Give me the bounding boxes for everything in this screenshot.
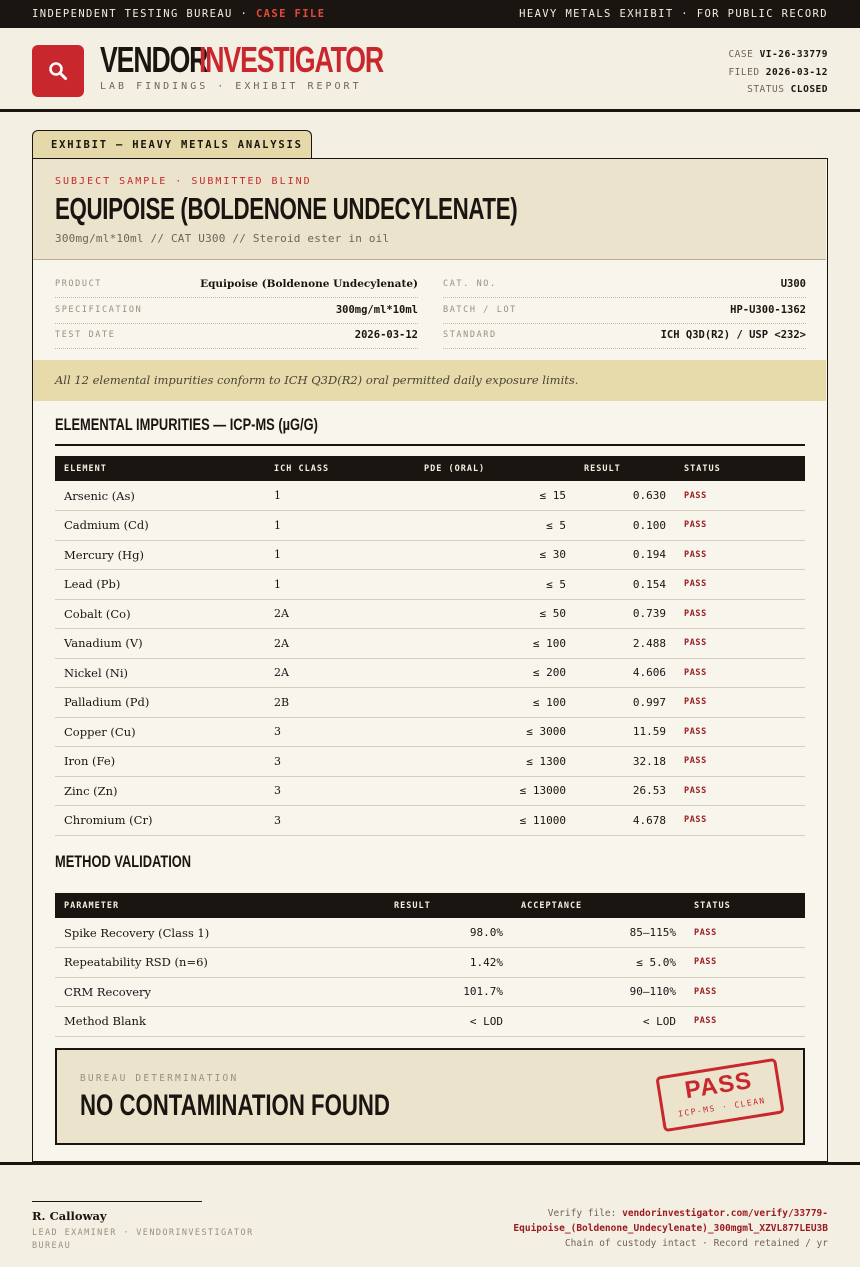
spec-value: U300: [780, 278, 806, 290]
pde-cell: ≤ 11000: [415, 806, 575, 836]
table-row: [55, 688, 805, 718]
col-header: ACCEPTANCE: [521, 900, 583, 911]
class-cell: 1: [265, 511, 415, 541]
spec-grid: [33, 260, 826, 360]
table-row: [55, 977, 805, 1007]
pde-cell: ≤ 50: [415, 599, 575, 629]
spec-batch: [443, 299, 806, 324]
class-cell: 3: [265, 776, 415, 806]
col-header: RESULT: [394, 900, 431, 911]
verify-link-cont[interactable]: Equipoise_(Boldenone_Undecylenate)_300mgml_XZVL877LEU3B: [513, 1223, 828, 1234]
stamp-main: PASS: [683, 1066, 754, 1105]
spec-value: Equipoise (Boldenone Undecylenate): [200, 278, 418, 290]
col-header: PDE (ORAL): [424, 463, 486, 474]
case-meta: [728, 46, 828, 99]
element-cell: Chromium (Cr): [55, 806, 265, 836]
determination-value: NO CONTAMINATION FOUND: [80, 1089, 390, 1122]
table-row: [55, 570, 805, 600]
case-number-row: [728, 46, 828, 64]
verify-block: [508, 1206, 828, 1251]
pde-cell: ≤ 5: [415, 570, 575, 600]
signature-line: [32, 1201, 202, 1202]
element-cell: Lead (Pb): [55, 570, 265, 600]
result-cell: 4.606: [575, 658, 675, 688]
top-bar: [0, 0, 860, 28]
status-badge: PASS: [675, 658, 805, 688]
acceptance-cell: < LOD: [512, 1007, 685, 1037]
col-header: ELEMENT: [64, 463, 107, 474]
table-header-row: [55, 456, 805, 481]
table-row: [55, 599, 805, 629]
heading-rule: [55, 444, 805, 446]
status-badge: PASS: [685, 1007, 805, 1037]
exhibit-label: HEAVY METALS EXHIBIT · FOR PUBLIC RECORD: [519, 8, 828, 20]
result-cell: 0.154: [575, 570, 675, 600]
table-row: [55, 658, 805, 688]
element-cell: Iron (Fe): [55, 747, 265, 777]
filed-label: FILED: [728, 66, 760, 78]
filed-row: [728, 64, 828, 82]
class-cell: 2A: [265, 658, 415, 688]
exhibit-panel: [32, 158, 828, 1162]
pass-stamp: [655, 1058, 784, 1132]
col-header: RESULT: [584, 463, 621, 474]
status-badge: PASS: [675, 570, 805, 600]
col-header: STATUS: [694, 900, 731, 911]
verify-line-1: [508, 1206, 828, 1221]
status-badge: PASS: [675, 747, 805, 777]
parameter-cell: Method Blank: [55, 1007, 385, 1037]
result-cell: 26.53: [575, 776, 675, 806]
result-cell: 0.194: [575, 540, 675, 570]
logo[interactable]: [32, 45, 84, 97]
pde-cell: ≤ 100: [415, 688, 575, 718]
impurities-table: [55, 456, 805, 836]
result-cell: 0.739: [575, 599, 675, 629]
result-cell: 4.678: [575, 806, 675, 836]
result-cell: 101.7%: [385, 977, 512, 1007]
magnifier-icon: [47, 60, 69, 82]
exhibit-tab[interactable]: EXHIBIT — HEAVY METALS ANALYSIS: [32, 130, 312, 159]
spec-test-date: [55, 324, 418, 349]
verify-link[interactable]: vendorinvestigator.com/verify/33779-: [622, 1208, 828, 1219]
custody-note: Chain of custody intact · Record retained / yr: [564, 1238, 828, 1249]
status-badge: PASS: [675, 481, 805, 511]
acceptance-cell: ≤ 5.0%: [512, 948, 685, 978]
subject-block: [33, 159, 826, 260]
case-file-label: CASE FILE: [255, 8, 326, 20]
spec-key: SPECIFICATION: [55, 305, 143, 315]
element-cell: Mercury (Hg): [55, 540, 265, 570]
pde-cell: ≤ 3000: [415, 717, 575, 747]
status-badge: PASS: [685, 977, 805, 1007]
verify-label: Verify file:: [547, 1208, 623, 1219]
pde-cell: ≤ 30: [415, 540, 575, 570]
class-cell: 1: [265, 570, 415, 600]
class-cell: 1: [265, 481, 415, 511]
status-badge: PASS: [685, 918, 805, 948]
page-header: [0, 28, 860, 112]
validation-body: [55, 918, 805, 1036]
status-badge: PASS: [675, 717, 805, 747]
spec-key: CAT. NO.: [443, 279, 497, 289]
class-cell: 2A: [265, 629, 415, 659]
class-cell: 2A: [265, 599, 415, 629]
col-header: ICH CLASS: [274, 463, 330, 474]
status-badge: PASS: [675, 688, 805, 718]
spec-value: HP-U300-1362: [730, 304, 806, 316]
acceptance-cell: 90–110%: [512, 977, 685, 1007]
status-badge: PASS: [675, 629, 805, 659]
class-cell: 3: [265, 747, 415, 777]
case-label: CASE: [728, 49, 754, 60]
table-row: [55, 511, 805, 541]
acceptance-cell: 85–115%: [512, 918, 685, 948]
element-cell: Copper (Cu): [55, 717, 265, 747]
class-cell: 3: [265, 717, 415, 747]
table-row: [55, 1007, 805, 1037]
spec-key: TEST DATE: [55, 330, 116, 340]
spec-value: ICH Q3D(R2) / USP <232>: [660, 329, 806, 341]
sample-title: EQUIPOISE (BOLDENONE UNDECYLENATE): [55, 191, 518, 226]
element-cell: Vanadium (V): [55, 629, 265, 659]
spec-value: 2026-03-12: [354, 329, 418, 341]
status-row: [728, 81, 828, 99]
table-header-row: [55, 893, 805, 918]
conformance-notice: [33, 360, 826, 401]
result-cell: 98.0%: [385, 918, 512, 948]
status-badge: PASS: [675, 540, 805, 570]
sample-subline: 300mg/ml*10ml // CAT U300 // Steroid ester in oil: [55, 232, 390, 245]
validation-table: [55, 893, 805, 1037]
pde-cell: ≤ 5: [415, 511, 575, 541]
impurities-heading: ELEMENTAL IMPURITIES — ICP-MS (µG/G): [55, 416, 318, 434]
bureau-determination: [55, 1048, 805, 1145]
table-row: [55, 629, 805, 659]
status-badge: PASS: [685, 948, 805, 978]
case-number: VI-26-33779: [759, 49, 828, 60]
stamp-sub: ICP-MS · CLEAN: [677, 1095, 767, 1119]
pde-cell: ≤ 13000: [415, 776, 575, 806]
result-cell: 1.42%: [385, 948, 512, 978]
element-cell: Cobalt (Co): [55, 599, 265, 629]
class-cell: 1: [265, 540, 415, 570]
impurities-body: [55, 481, 805, 835]
pde-cell: ≤ 15: [415, 481, 575, 511]
result-cell: 11.59: [575, 717, 675, 747]
table-row: [55, 747, 805, 777]
verify-line-2: [508, 1221, 828, 1236]
result-cell: < LOD: [385, 1007, 512, 1037]
element-cell: Zinc (Zn): [55, 776, 265, 806]
status-badge: PASS: [675, 806, 805, 836]
element-cell: Nickel (Ni): [55, 658, 265, 688]
examiner-name: R. Calloway: [32, 1209, 107, 1223]
pde-cell: ≤ 1300: [415, 747, 575, 777]
spec-key: STANDARD: [443, 330, 497, 340]
brand-investigator: INVESTIGATOR: [199, 39, 384, 80]
spec-value: 300mg/ml*10ml: [335, 304, 418, 316]
footer-rule: [0, 1162, 860, 1165]
parameter-cell: Repeatability RSD (n=6): [55, 948, 385, 978]
determination-label: BUREAU DETERMINATION: [80, 1073, 239, 1084]
parameter-cell: CRM Recovery: [55, 977, 385, 1007]
status-label: STATUS: [747, 84, 785, 95]
table-row: [55, 918, 805, 948]
bureau-label: [32, 8, 325, 20]
spec-cat-no: [443, 273, 806, 298]
element-cell: Cadmium (Cd): [55, 511, 265, 541]
spec-standard: [443, 324, 806, 349]
filed-date: 2026-03-12: [765, 66, 828, 78]
status-value: CLOSED: [790, 84, 828, 95]
result-cell: 0.630: [575, 481, 675, 511]
result-cell: 0.100: [575, 511, 675, 541]
validation-heading: METHOD VALIDATION: [55, 853, 192, 871]
brand-wordmark: [100, 38, 448, 78]
pde-cell: ≤ 100: [415, 629, 575, 659]
class-cell: 3: [265, 806, 415, 836]
col-header: PARAMETER: [64, 900, 120, 911]
spec-key: BATCH / LOT: [443, 305, 517, 315]
table-row: [55, 481, 805, 511]
result-cell: 0.997: [575, 688, 675, 718]
subject-kicker: SUBJECT SAMPLE · SUBMITTED BLIND: [55, 176, 312, 187]
status-badge: PASS: [675, 511, 805, 541]
table-row: [55, 717, 805, 747]
table-row: [55, 948, 805, 978]
parameter-cell: Spike Recovery (Class 1): [55, 918, 385, 948]
bureau-text: INDEPENDENT TESTING BUREAU ·: [32, 8, 256, 20]
notice-text: All 12 elemental impurities conform to ICH Q3D(R2) oral permitted daily exposure limits.: [55, 373, 579, 387]
status-badge: PASS: [675, 599, 805, 629]
spec-specification: [55, 299, 418, 324]
tagline: LAB FINDINGS · EXHIBIT REPORT: [100, 81, 362, 92]
brand-vendor: VENDOR: [100, 39, 208, 80]
table-row: [55, 540, 805, 570]
result-cell: 2.488: [575, 629, 675, 659]
table-row: [55, 776, 805, 806]
status-badge: PASS: [675, 776, 805, 806]
result-cell: 32.18: [575, 747, 675, 777]
spec-key: PRODUCT: [55, 279, 103, 289]
element-cell: Palladium (Pd): [55, 688, 265, 718]
examiner-role: LEAD EXAMINER · VENDORINVESTIGATOR BUREAU: [32, 1228, 254, 1251]
table-row: [55, 806, 805, 836]
spec-product: [55, 273, 418, 298]
col-header: STATUS: [684, 463, 721, 474]
element-cell: Arsenic (As): [55, 481, 265, 511]
class-cell: 2B: [265, 688, 415, 718]
pde-cell: ≤ 200: [415, 658, 575, 688]
